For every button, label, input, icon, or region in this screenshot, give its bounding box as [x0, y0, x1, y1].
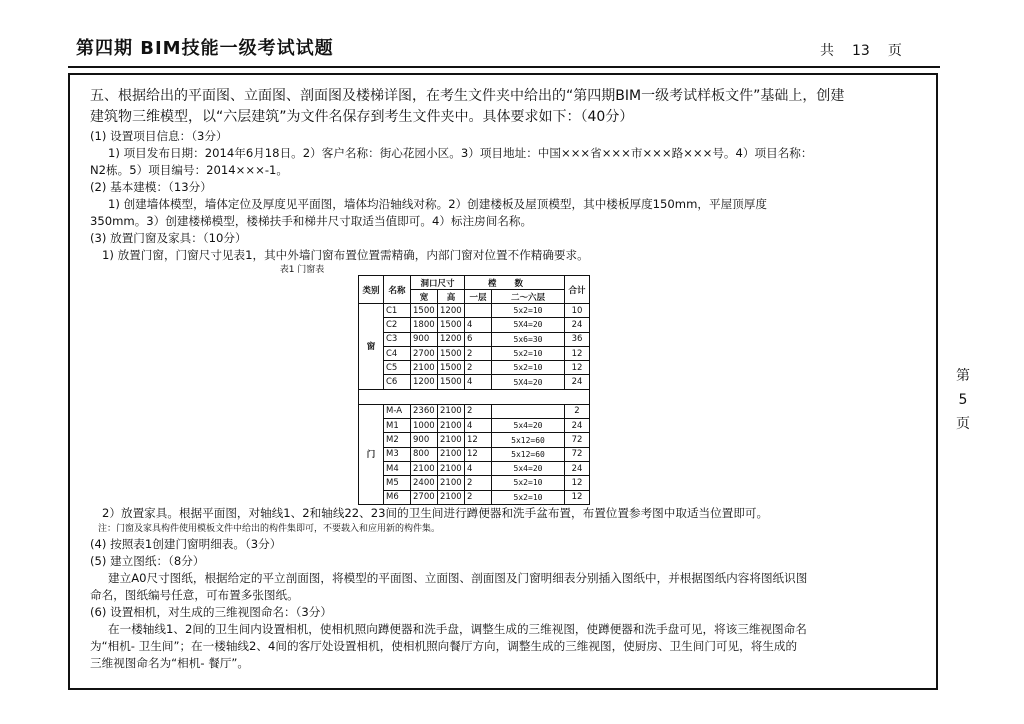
- section-3-text-a: 1) 放置门窗，门窗尺寸见表1，其中外墙门窗布置位置需精确，内部门窗对位置不作精确要求。: [102, 248, 589, 262]
- cell-width: 1200: [411, 375, 438, 389]
- header-floor1: 一层: [465, 290, 492, 304]
- cell-floor1: 2: [465, 361, 492, 375]
- cell-floor26: 5x12=60: [492, 433, 565, 447]
- cell-total: 10: [565, 304, 590, 318]
- header-rule: [68, 66, 940, 68]
- cell-floor26: 5x2=10: [492, 476, 565, 490]
- cell-floor26: 5x2=10: [492, 490, 565, 504]
- cell-width: 800: [411, 447, 438, 461]
- cell-name: C2: [384, 318, 411, 332]
- header-height: 高: [438, 290, 465, 304]
- cell-name: M1: [384, 419, 411, 433]
- section-1-text-a: 1) 项目发布日期：2014年6月18日。2）客户名称：街心花园小区。3）项目地址：中国×××省×××市×××路×××号。4）项目名称：: [108, 146, 813, 160]
- page-count-prefix: 共: [820, 43, 834, 59]
- page-number: [952, 364, 974, 436]
- cell-floor26: 5x2=10: [492, 304, 565, 318]
- header-total: 合计: [565, 276, 590, 304]
- cell-floor1: [465, 304, 492, 318]
- cell-total: 12: [565, 490, 590, 504]
- section-6-text-c: 三维视图命名为“相机- 餐厅”。: [90, 656, 250, 670]
- cell-height: 1200: [438, 332, 465, 346]
- cell-total: 12: [565, 361, 590, 375]
- header-name: 名称: [384, 276, 411, 304]
- table-gap-cell: [359, 389, 590, 404]
- cell-total: 12: [565, 346, 590, 360]
- table-row: [359, 346, 590, 360]
- header-category: 类别: [359, 276, 384, 304]
- cell-floor1: 2: [465, 346, 492, 360]
- cell-width: 1000: [411, 419, 438, 433]
- section-3-note: 注：门窗及家具构件使用模板文件中给出的构件集即可，不要载入和应用新的构件集。: [98, 524, 441, 534]
- cell-name: M4: [384, 461, 411, 475]
- cell-floor26: 5X4=20: [492, 318, 565, 332]
- cell-name: M2: [384, 433, 411, 447]
- table-gap-row: [359, 389, 590, 404]
- cell-width: 900: [411, 332, 438, 346]
- question-5-line2: 建筑物三维模型，以“六层建筑”为文件名保存到考生文件夹中。具体要求如下：（40分）: [90, 109, 634, 125]
- section-6-text-a: 在一楼轴线1、2间的卫生间内设置相机，使相机照向蹲便器和洗手盘，调整生成的三维视图，使蹲便器和洗手盘可见，将该三维视图命名: [108, 622, 807, 636]
- table-row: [359, 476, 590, 490]
- cell-name: M6: [384, 490, 411, 504]
- table-row: [359, 318, 590, 332]
- table-row: [359, 332, 590, 346]
- table-row: [359, 419, 590, 433]
- cell-name: M5: [384, 476, 411, 490]
- cell-floor26: 5x6=30: [492, 332, 565, 346]
- cell-width: 2700: [411, 490, 438, 504]
- table-caption: 表1 门窗表: [279, 265, 325, 275]
- cell-width: 2360: [411, 404, 438, 418]
- cell-total: 24: [565, 419, 590, 433]
- table-row: [359, 461, 590, 475]
- cell-name: C5: [384, 361, 411, 375]
- header-count-a: 樘: [487, 278, 515, 289]
- cell-total: 24: [565, 318, 590, 332]
- cell-height: 2100: [438, 476, 465, 490]
- cell-height: 2100: [438, 404, 465, 418]
- section-5-text-a: 建立A0尺寸图纸，根据给定的平立剖面图，将模型的平面图、立面图、剖面图及门窗明细表分别插入图纸中，并根据图纸内容将图纸识图: [108, 571, 808, 585]
- cell-total: 72: [565, 433, 590, 447]
- section-4-heading: (4) 按照表1创建门窗明细表。（3分）: [90, 537, 282, 551]
- cell-name: C1: [384, 304, 411, 318]
- cell-total: 24: [565, 461, 590, 475]
- cell-height: 2100: [438, 490, 465, 504]
- cell-width: 2400: [411, 476, 438, 490]
- header-opening: 洞口尺寸: [411, 276, 465, 290]
- table-row: [359, 375, 590, 389]
- cell-floor1: 12: [465, 447, 492, 461]
- cell-name: C3: [384, 332, 411, 346]
- section-6-text-b: 为“相机- 卫生间”；在一楼轴线2、4间的客厅处设置相机，使相机照向餐厅方向，调整生成的三维视图，使厨房、卫生间门可见，将生成的: [90, 639, 798, 653]
- table-row: [359, 304, 590, 318]
- cell-total: 72: [565, 447, 590, 461]
- category-window: 窗: [359, 304, 384, 390]
- page-number-line3: 页: [956, 416, 970, 432]
- header-count-b: 数: [514, 278, 542, 289]
- section-5-heading: (5) 建立图纸：（8分）: [90, 554, 205, 568]
- cell-total: 12: [565, 476, 590, 490]
- cell-floor26: 5x4=20: [492, 419, 565, 433]
- cell-floor26: 5X4=20: [492, 375, 565, 389]
- page-number-line1: 第: [956, 368, 970, 384]
- cell-width: 1800: [411, 318, 438, 332]
- table-row: [359, 447, 590, 461]
- section-1-text-b: N2栋。5）项目编号：2014×××-1。: [90, 163, 288, 177]
- section-2-text-b: 350mm。3）创建楼梯模型，楼梯扶手和梯井尺寸取适当值即可。4）标注房间名称。: [90, 214, 533, 228]
- cell-total: 36: [565, 332, 590, 346]
- section-1-heading: (1) 设置项目信息：（3分）: [90, 129, 228, 143]
- table-row: [359, 404, 590, 418]
- cell-name: C6: [384, 375, 411, 389]
- header-floor26: 二～六层: [492, 290, 565, 304]
- section-3-text-b: 2）放置家具。根据平面图，对轴线1、2和轴线22、23间的卫生间进行蹲便器和洗手盆布置，布置位置参考图中取适当位置即可。: [102, 506, 769, 520]
- cell-name: C4: [384, 346, 411, 360]
- cell-floor1: 6: [465, 332, 492, 346]
- cell-floor26: 5x2=10: [492, 346, 565, 360]
- cell-floor1: 2: [465, 490, 492, 504]
- cell-total: 2: [565, 404, 590, 418]
- cell-floor1: 4: [465, 461, 492, 475]
- page-count-total: 13: [852, 43, 870, 59]
- cell-width: 2700: [411, 346, 438, 360]
- page-number-line2: 5: [958, 392, 968, 408]
- cell-height: 1500: [438, 375, 465, 389]
- cell-total: 24: [565, 375, 590, 389]
- cell-floor1: 2: [465, 476, 492, 490]
- section-6-heading: (6) 设置相机，对生成的三维视图命名：（3分）: [90, 605, 332, 619]
- page-count-suffix: 页: [887, 43, 902, 59]
- cell-height: 1500: [438, 346, 465, 360]
- table-header-row: [359, 276, 590, 290]
- cell-floor1: 12: [465, 433, 492, 447]
- cell-floor1: 4: [465, 419, 492, 433]
- table-row: [359, 490, 590, 504]
- cell-floor26: 5x4=20: [492, 461, 565, 475]
- cell-width: 2100: [411, 461, 438, 475]
- cell-floor1: 4: [465, 318, 492, 332]
- cell-width: 2100: [411, 361, 438, 375]
- category-door: 门: [359, 404, 384, 504]
- cell-floor26: 5x12=60: [492, 447, 565, 461]
- cell-height: 2100: [438, 433, 465, 447]
- table-row: [359, 433, 590, 447]
- cell-height: 1500: [438, 361, 465, 375]
- cell-floor1: 4: [465, 375, 492, 389]
- question-5-line1: 五、根据给出的平面图、立面图、剖面图及楼梯详图，在考生文件夹中给出的“第四期BIM一级考试样板文件”基础上，创建: [90, 88, 845, 104]
- cell-name: M-A: [384, 404, 411, 418]
- cell-height: 1200: [438, 304, 465, 318]
- table-row: [359, 361, 590, 375]
- cell-height: 2100: [438, 461, 465, 475]
- header-count: [465, 276, 565, 290]
- cell-width: 900: [411, 433, 438, 447]
- page-count: [820, 40, 920, 60]
- section-3-heading: (3) 放置门窗及家具：（10分）: [90, 231, 247, 245]
- door-window-table: [358, 275, 590, 505]
- section-2-heading: (2) 基本建模：（13分）: [90, 180, 212, 194]
- cell-width: 1500: [411, 304, 438, 318]
- cell-name: M3: [384, 447, 411, 461]
- cell-height: 2100: [438, 419, 465, 433]
- cell-floor26: [492, 404, 565, 418]
- header-width: 宽: [411, 290, 438, 304]
- section-2-text-a: 1) 创建墙体模型，墙体定位及厚度见平面图，墙体均沿轴线对称。2）创建楼板及屋顶模型，其中楼板厚度150mm，平屋顶厚度: [108, 197, 767, 211]
- cell-floor26: 5x2=10: [492, 361, 565, 375]
- section-5-text-b: 命名，图纸编号任意，可布置多张图纸。: [90, 588, 299, 602]
- cell-height: 1500: [438, 318, 465, 332]
- cell-height: 2100: [438, 447, 465, 461]
- cell-floor1: 2: [465, 404, 492, 418]
- exam-title: 第四期 BIM技能一级考试试题: [76, 38, 334, 59]
